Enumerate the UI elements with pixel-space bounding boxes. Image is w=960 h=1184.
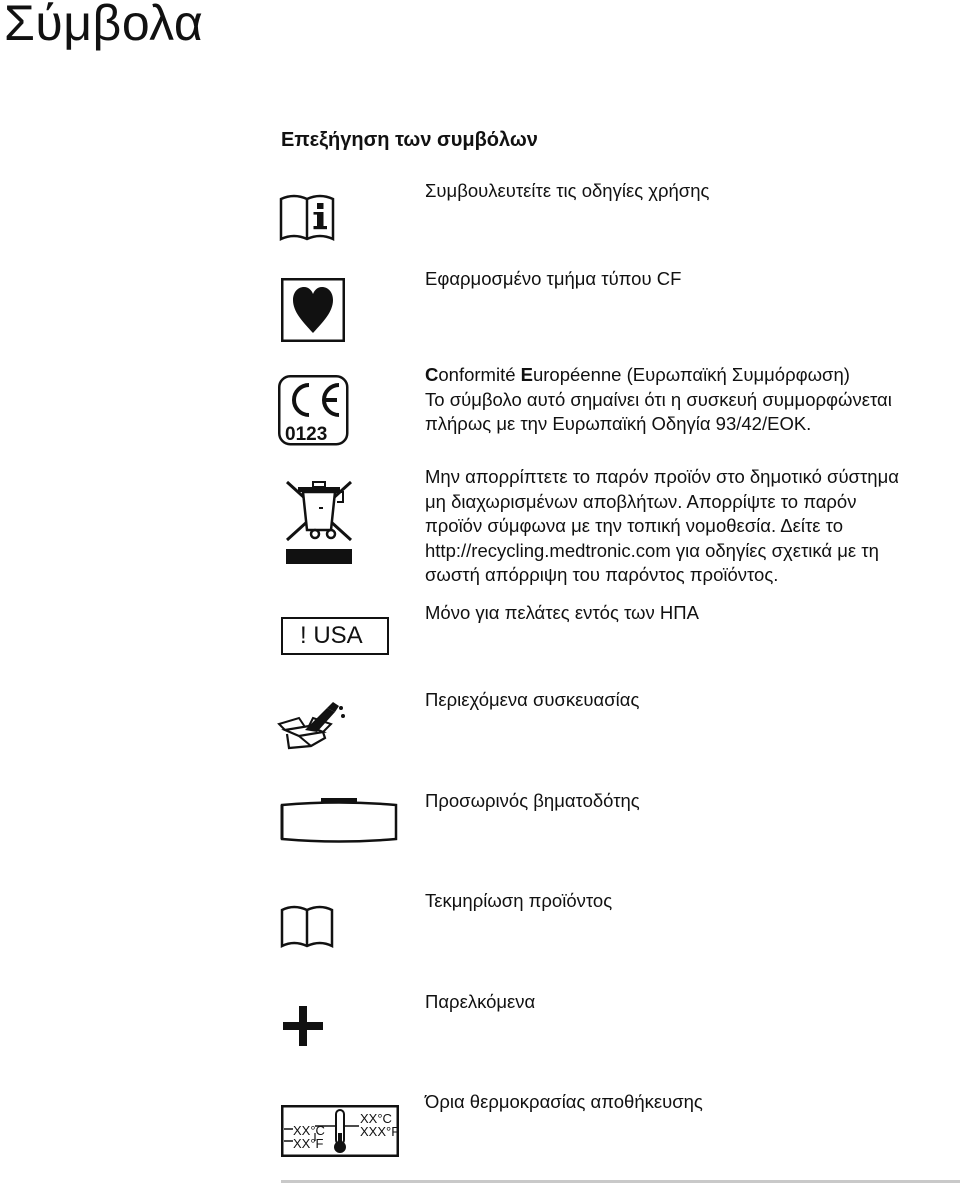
package-contents-icon xyxy=(277,700,349,752)
symbol-description: Εφαρμοσμένο τμήμα τύπου CF xyxy=(425,268,682,289)
symbol-description: Συμβουλευτείτε τις οδηγίες χρήσης xyxy=(425,180,710,201)
symbol-description: Τεκμηρίωση προϊόντος xyxy=(425,890,613,911)
open-book-icon xyxy=(280,904,334,948)
ce-mark-icon xyxy=(278,375,350,447)
high-temp-fahrenheit: XXX°F xyxy=(360,1124,400,1139)
symbol-description: Conformité Européenne (Ευρωπαϊκή Συμμόρφωση) Το σύμβολο αυτό σημαίνει ότι η συσκευή συμμορφώνεται πλήρως με την Ευρωπαϊκή Οδηγία 93/42/ΕΟΚ. xyxy=(425,364,892,434)
symbol-description: Προσωρινός βηματοδότης xyxy=(425,790,640,811)
symbol-description: Μην απορρίπτετε το παρόν προϊόν στο δημοτικό σύστημα μη διαχωρισμένων αποβλήτων. Απορρίψτε το παρόν προϊόν σύμφωνα με την τοπική νομοθεσία. Δείτε το http://recycling.medtronic.com για οδηγίες σχετικά με τη σωστή απόρριψη του παρόντος προϊόντος. xyxy=(425,466,899,585)
low-temp-celsius: XX°C xyxy=(293,1123,325,1138)
high-temp-celsius: XX°C xyxy=(360,1111,392,1126)
low-temp-fahrenheit: XX°F xyxy=(293,1136,324,1151)
symbol-description: Όρια θερμοκρασίας αποθήκευσης xyxy=(425,1091,703,1112)
symbol-description: Παρελκόμενα xyxy=(425,991,536,1012)
temporary-pacemaker-icon xyxy=(279,797,399,845)
page-title: Σύμβολα xyxy=(4,0,204,51)
footer-divider xyxy=(281,1180,960,1183)
book-info-icon xyxy=(279,193,335,241)
thermometer-icon xyxy=(281,1105,399,1157)
plus-icon xyxy=(283,1006,323,1046)
crossed-bin-icon xyxy=(281,478,357,570)
section-heading: Επεξήγηση των συμβόλων xyxy=(281,129,538,151)
usa-only-icon: ! USA xyxy=(281,617,389,655)
symbol-description: Μόνο για πελάτες εντός των ΗΠΑ xyxy=(425,602,699,623)
heart-cf-icon xyxy=(281,278,345,342)
ce-notified-body-code: 0123 xyxy=(285,424,328,445)
symbol-description: Περιεχόμενα συσκευασίας xyxy=(425,689,640,710)
